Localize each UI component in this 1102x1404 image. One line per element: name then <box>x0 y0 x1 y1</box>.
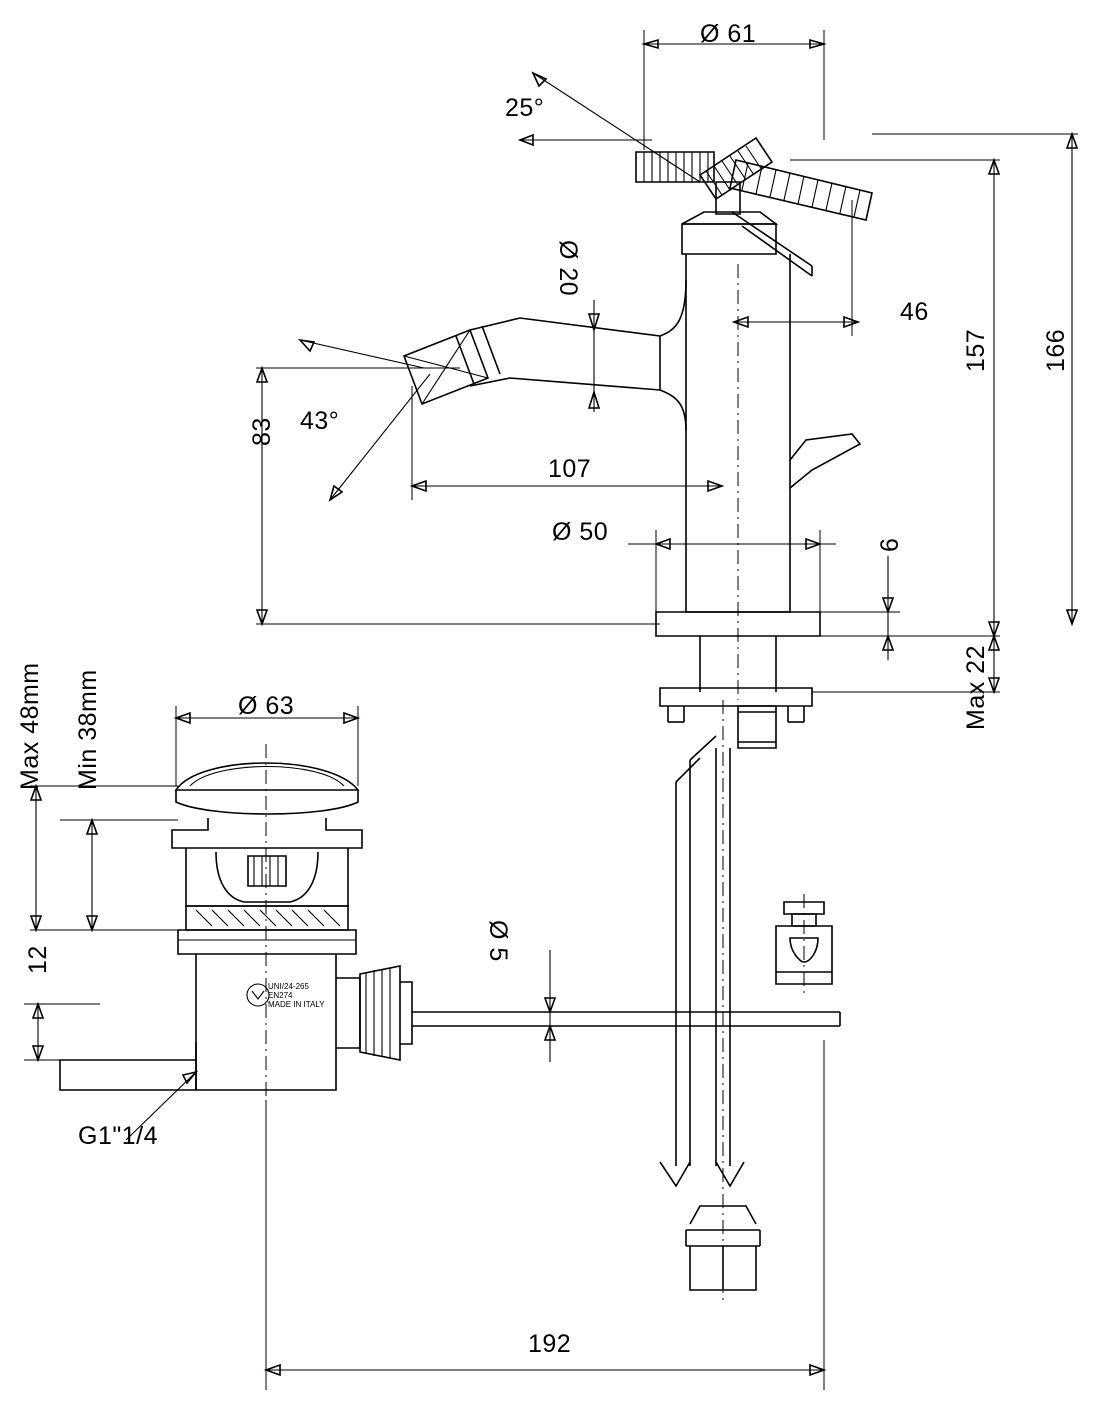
label-107: 107 <box>548 455 592 483</box>
label-thread-g114: G1"1/4 <box>78 1122 158 1150</box>
angle-25-leader <box>520 73 700 182</box>
stamp-text <box>268 982 325 1009</box>
label-46: 46 <box>900 298 929 326</box>
dim-46 <box>734 200 858 336</box>
label-6: 6 <box>876 537 904 552</box>
label-angle-43: 43° <box>300 407 340 435</box>
dim-d5 <box>545 950 555 1062</box>
dim-12 <box>24 1004 100 1060</box>
dim-157 <box>790 160 1000 636</box>
dim-d50 <box>628 530 836 612</box>
label-d5: Ø 5 <box>484 920 512 962</box>
label-157: 157 <box>962 328 990 372</box>
stamp-line-1: UNI/24-265 <box>268 982 309 991</box>
label-d50: Ø 50 <box>552 518 609 546</box>
label-d63: Ø 63 <box>238 692 295 720</box>
label-min38: Min 38mm <box>74 669 102 790</box>
label-d20: Ø 20 <box>554 240 582 297</box>
cross-handle <box>636 138 872 276</box>
mixer-body <box>404 254 860 1300</box>
dim-6 <box>820 556 900 660</box>
certification-stamp <box>247 984 269 1006</box>
label-12: 12 <box>24 945 52 974</box>
dim-max48-min38 <box>30 786 186 930</box>
label-192: 192 <box>528 1330 572 1358</box>
label-83: 83 <box>248 417 276 446</box>
label-max48: Max 48mm <box>16 662 44 790</box>
stamp-line-3: MADE IN ITALY <box>268 1000 325 1009</box>
label-angle-25: 25° <box>505 94 545 122</box>
label-max22: Max 22 <box>962 645 990 730</box>
label-166: 166 <box>1042 328 1070 372</box>
dim-d20 <box>589 300 599 412</box>
rod-valve-detail <box>776 894 832 996</box>
label-d61: Ø 61 <box>700 20 757 48</box>
stamp-line-2: EN274 <box>268 991 293 1000</box>
